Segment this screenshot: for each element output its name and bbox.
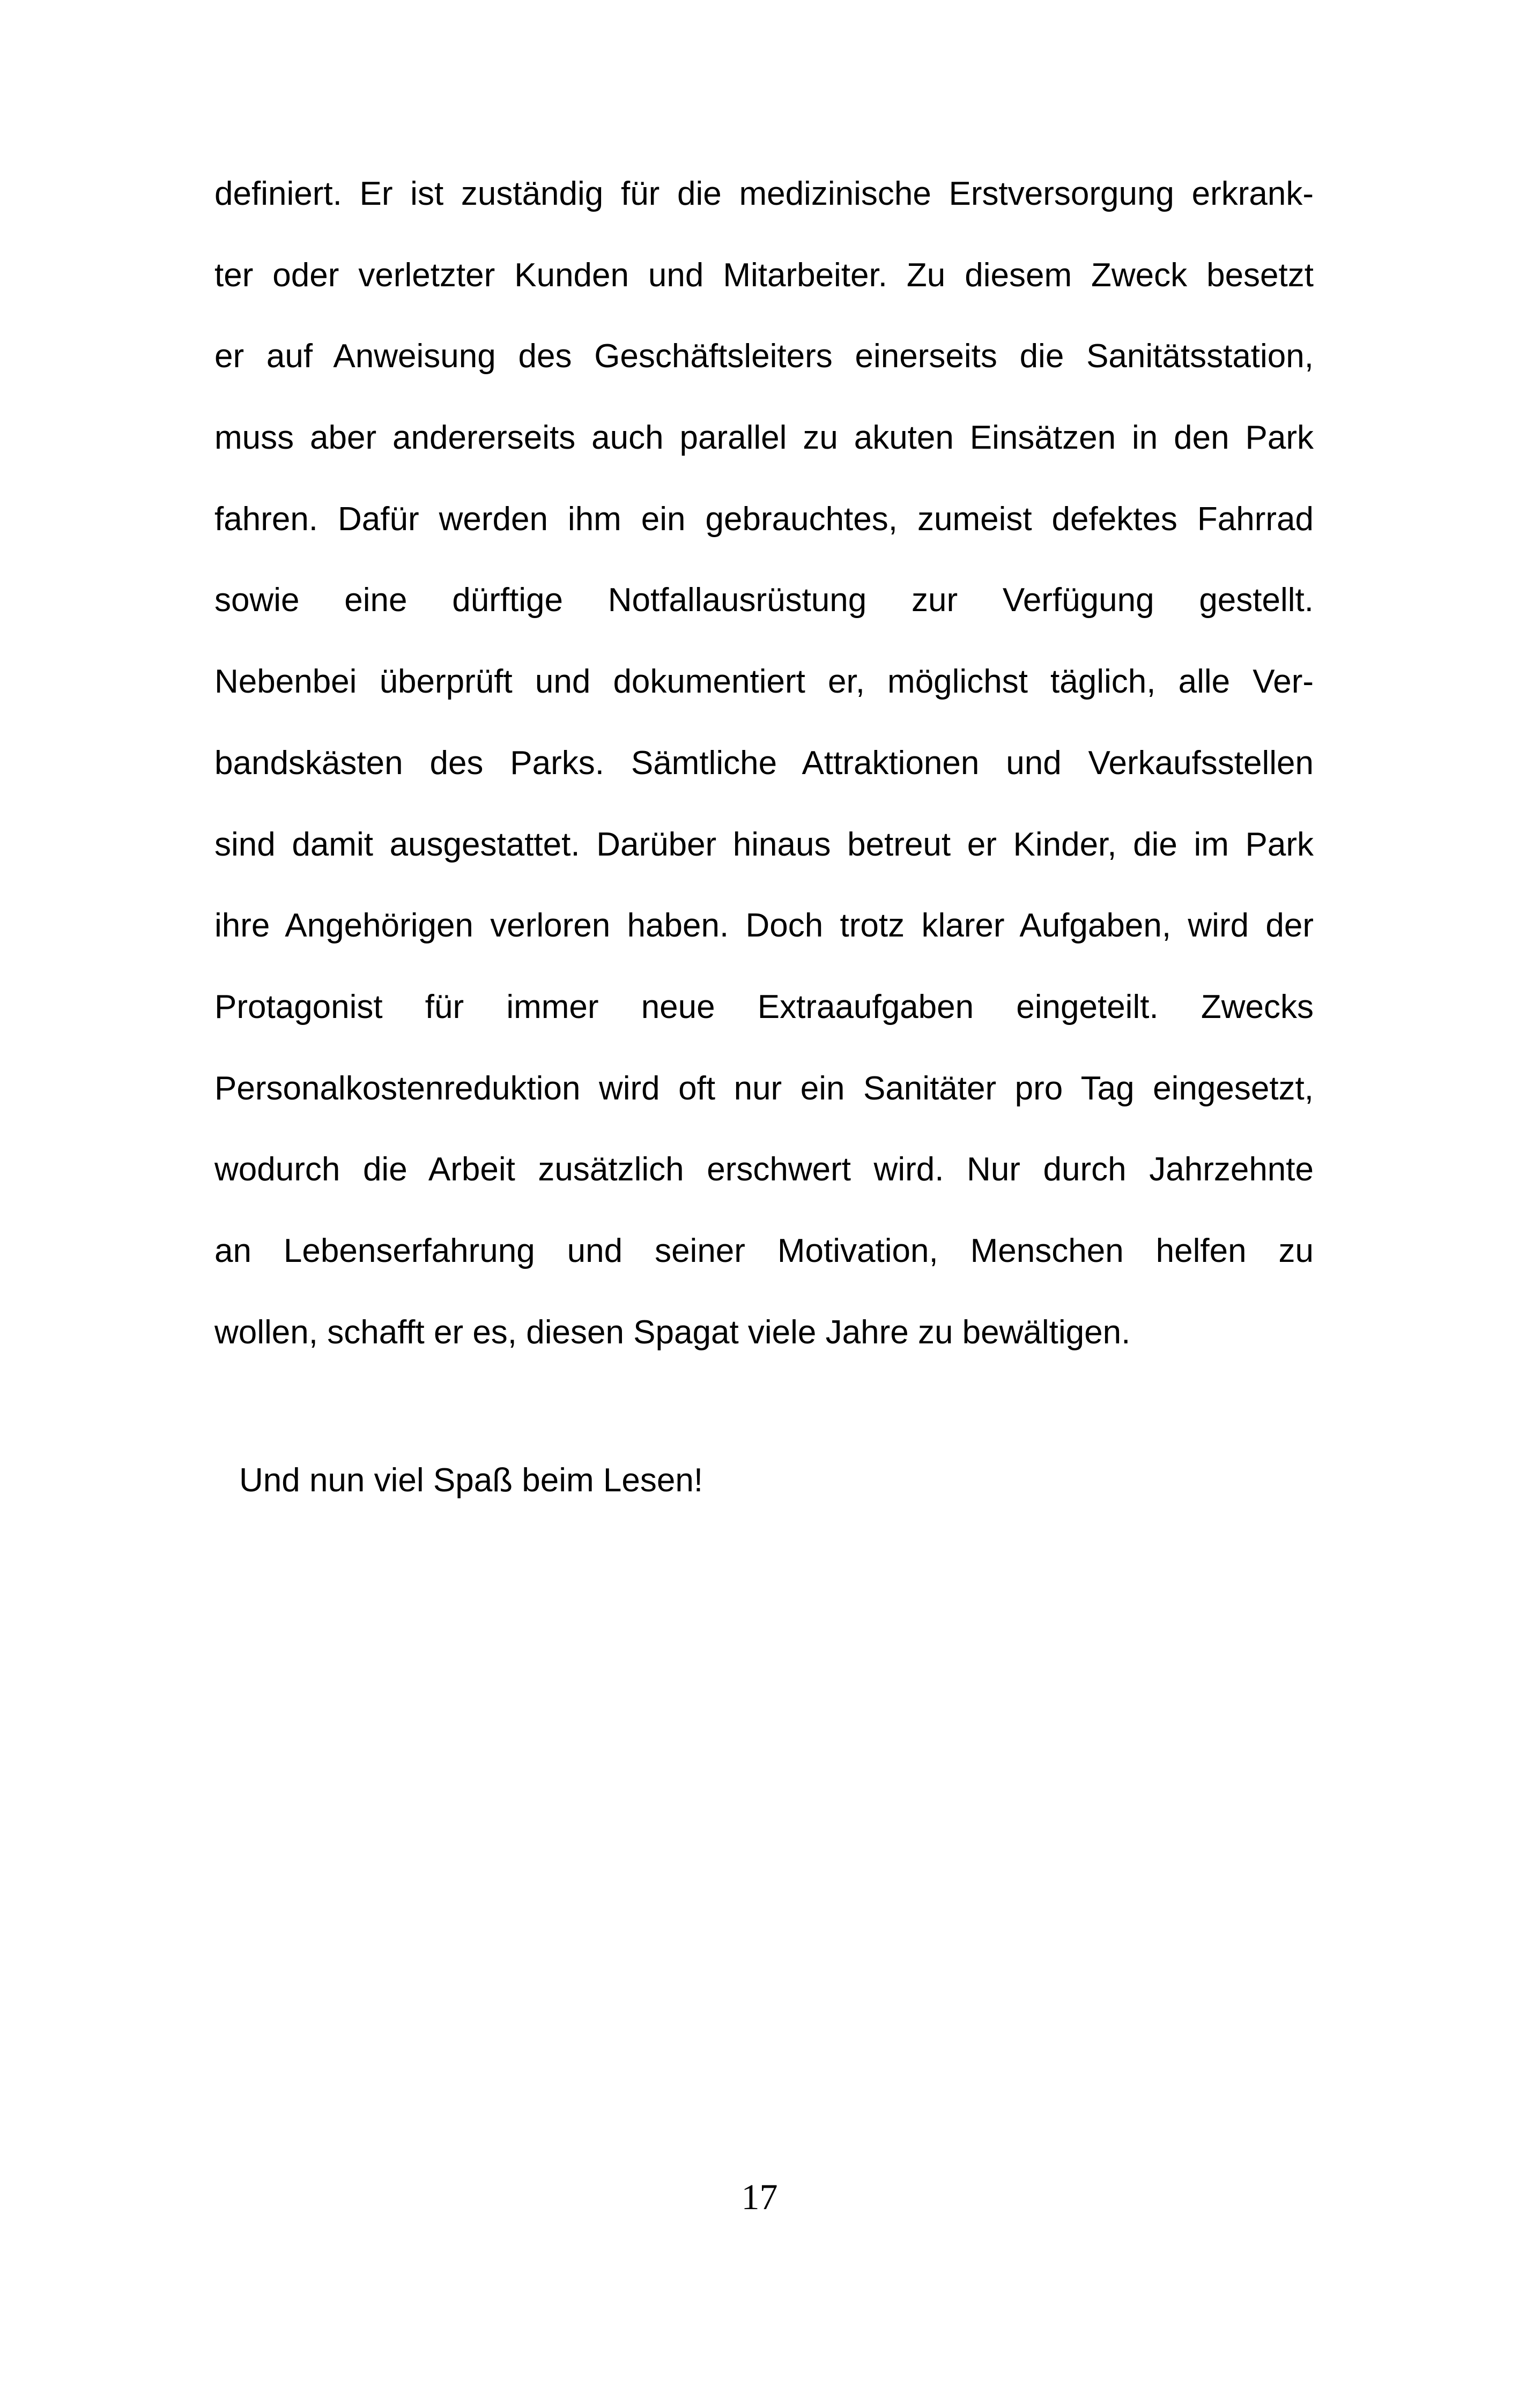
paragraph-line: fahren. Dafür werden ihm ein gebrauchtes, zumeist defektes Fahrrad xyxy=(214,500,1314,538)
paragraph-line: bandskästen des Parks. Sämtliche Attraktionen und Verkaufsstellen xyxy=(214,744,1314,782)
paragraph-line: Nebenbei überprüft und dokumentiert er, möglichst täglich, alle Ver- xyxy=(214,663,1314,701)
paragraph-line: sind damit ausgestattet. Darüber hinaus betreut er Kinder, die im Park xyxy=(214,826,1314,863)
paragraph-line: ter oder verletzter Kunden und Mitarbeiter. Zu diesem Zweck besetzt xyxy=(214,256,1314,294)
page-number: 17 xyxy=(741,2176,778,2217)
paragraph-line: ihre Angehörigen verloren haben. Doch trotz klarer Aufgaben, wird der xyxy=(214,907,1314,945)
paragraph-line: Personalkostenreduktion wird oft nur ein Sanitäter pro Tag eingesetzt, xyxy=(214,1069,1314,1107)
body-paragraph xyxy=(214,153,1314,1373)
paragraph-line: sowie eine dürftige Notfallausrüstung zur Verfügung gestellt. xyxy=(214,582,1314,619)
paragraph-line: er auf Anweisung des Geschäftsleiters einerseits die Sanitätsstation, xyxy=(214,338,1314,375)
paragraph-line: an Lebenserfahrung und seiner Motivation, Menschen helfen zu xyxy=(214,1232,1314,1269)
paragraph-line: wollen, schafft er es, diesen Spagat viele Jahre zu bewältigen. xyxy=(214,1313,1131,1351)
paragraph-line: Protagonist für immer neue Extraaufgaben eingeteilt. Zwecks xyxy=(214,988,1314,1025)
paragraph-line: wodurch die Arbeit zusätzlich erschwert wird. Nur durch Jahrzehnte xyxy=(214,1151,1314,1188)
closing-sentence: Und nun viel Spaß beim Lesen! xyxy=(239,1462,703,1499)
paragraph-line: muss aber andererseits auch parallel zu akuten Einsätzen in den Park xyxy=(214,419,1314,457)
paragraph-line: definiert. Er ist zuständig für die medizinische Erstversorgung erkrank- xyxy=(214,175,1314,212)
